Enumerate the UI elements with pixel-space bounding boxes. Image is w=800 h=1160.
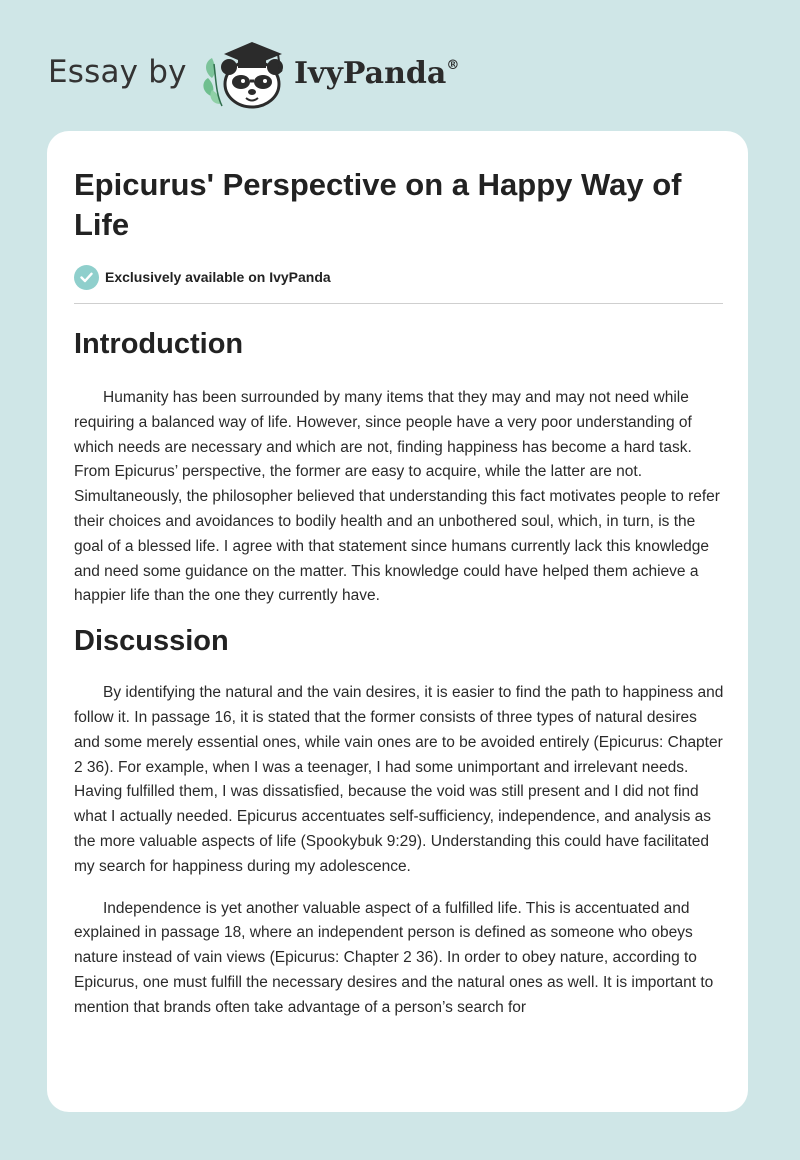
section-heading-discussion: Discussion <box>74 625 229 658</box>
logo-prefix-text: Essay by <box>48 54 187 90</box>
logo-brand-name: IvyPanda® <box>294 56 460 91</box>
essay-title: Epicurus' Perspective on a Happy Way of Life <box>74 167 682 242</box>
essay-card <box>47 131 748 1112</box>
essay-body <box>74 327 726 1021</box>
section-heading-introduction: Introduction <box>74 328 244 360</box>
exclusive-label: Exclusively available on IvyPanda <box>105 269 331 285</box>
exclusive-badge <box>74 264 331 290</box>
checkmark-icon <box>74 265 99 290</box>
paragraph: Independence is yet another valuable aspect of a fulfilled life. This is accentuated and explained in passage 18, where an independent person is defined as someone who obeys nature instead of vain views (Epicurus: Chapter 2 36). In order to obey nature, according to Epicurus, one must fulfill the necessary desires and the natural ones as well. It is important to mention that brands often take advantage of a person’s search for <box>74 899 714 1016</box>
panda-mascot-icon <box>202 34 294 110</box>
site-logo[interactable] <box>48 34 508 114</box>
paragraph: Humanity has been surrounded by many items that they may and may not need while requiring a balanced way of life. However, since people have a very poor understanding of which needs are necessary and which are not, finding happiness has become a hard task. From Epicurus’ perspective, the former are easy to acquire, while the latter are not. Simultaneously, the philosopher believed that understanding this fact motivates people to refer their choices and avoidances to bodily health and an unbothered soul, which, in turn, is the goal of a blessed life. I agree with that statement since humans currently lack this knowledge and need some guidance on the matter. This knowledge could have helped them achieve a happier life than the one they currently have. <box>74 389 720 605</box>
title-divider <box>74 303 723 304</box>
paragraph: By identifying the natural and the vain desires, it is easier to find the path to happiness and follow it. In passage 16, it is stated that the former consists of three types of natural desires and some merely essential ones, while vain ones are to be avoided entirely (Epicurus: Chapter 2 36). For example, when I was a teenager, I had some unimportant and irrelevant needs. Having fulfilled them, I was dissatisfied, because the void was still present and I did not find what I actually needed. Epicurus accentuates self-sufficiency, independence, and analysis as the more valuable aspects of life (Spookybuk 9:29). Understanding this could have facilitated my search for happiness during my adolescence. <box>74 684 724 875</box>
